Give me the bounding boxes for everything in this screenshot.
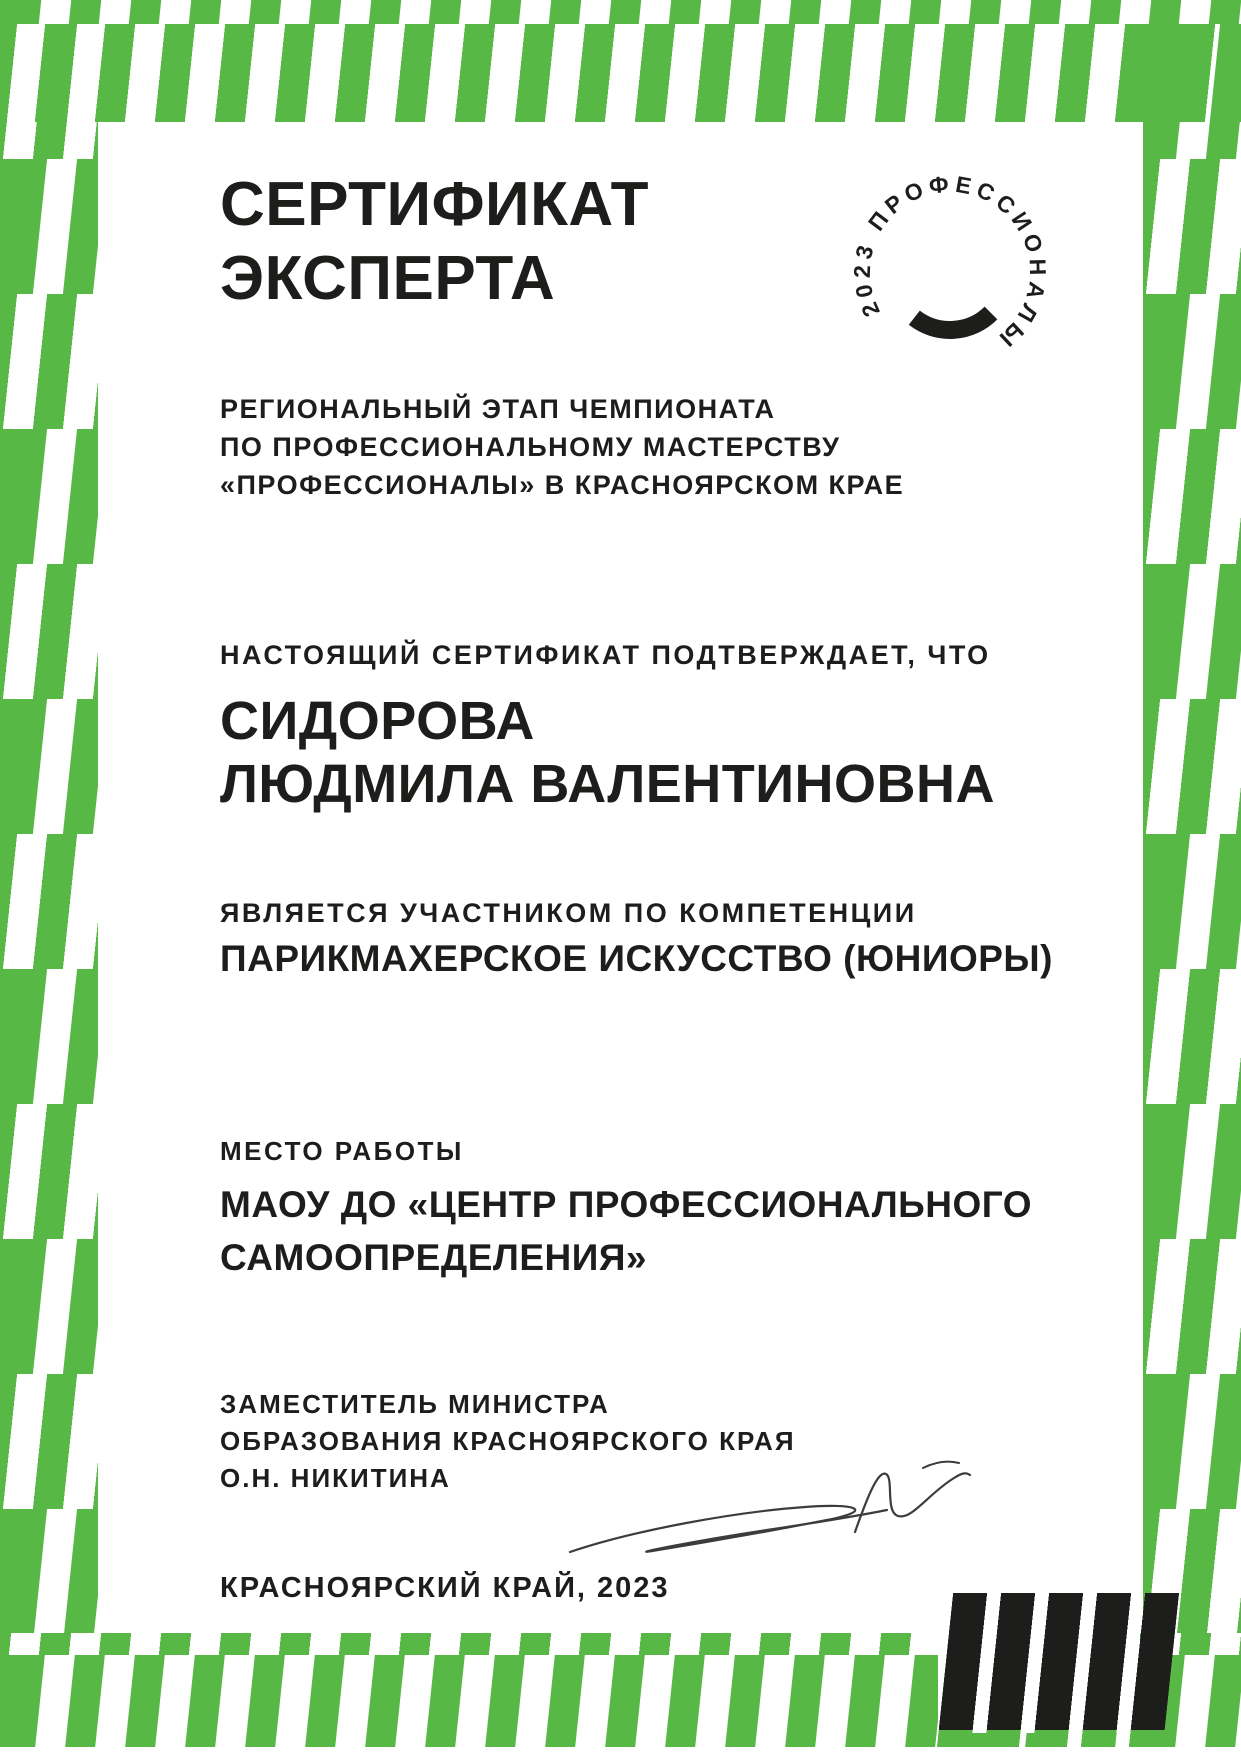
logo-arc [914, 313, 991, 330]
signatory-line: ОБРАЗОВАНИЯ КРАСНОЯРСКОГО КРАЯ [220, 1426, 796, 1456]
participant-label: ЯВЛЯЕТСЯ УЧАСТНИКОМ ПО КОМПЕТЕНЦИИ [220, 898, 917, 928]
workplace-name [220, 1178, 1032, 1284]
certificate-title [220, 168, 649, 316]
logo-circular-text: 2023 ПРОФЕССИОНАЛЫ [848, 170, 1052, 356]
recipient-name-patronymic: ЛЮДМИЛА ВАЛЕНТИНОВНА [220, 754, 996, 814]
competency-name: ПАРИКМАХЕРСКОЕ ИСКУССТВО (ЮНИОРЫ) [220, 938, 1053, 979]
green-stripe-tips [937, 1730, 1165, 1747]
workplace-label: МЕСТО РАБОТЫ [220, 1136, 464, 1166]
confirmation-label: НАСТОЯЩИЙ СЕРТИФИКАТ ПОДТВЕРЖДАЕТ, ЧТО [220, 640, 991, 670]
subtitle-line: РЕГИОНАЛЬНЫЙ ЭТАП ЧЕМПИОНАТА [220, 394, 776, 424]
border-left-pattern [0, 24, 98, 1633]
black-stripes [939, 1593, 1179, 1730]
title-line: СЕРТИФИКАТ [220, 170, 649, 239]
border-top-pattern [0, 0, 1241, 122]
border-right-pattern [1143, 24, 1241, 1633]
subtitle-line: ПО ПРОФЕССИОНАЛЬНОМУ МАСТЕРСТВУ [220, 432, 841, 462]
signatory-line: ЗАМЕСТИТЕЛЬ МИНИСТРА [220, 1389, 610, 1419]
recipient-name [220, 690, 995, 816]
subtitle-line: «ПРОФЕССИОНАЛЫ» В КРАСНОЯРСКОМ КРАЕ [220, 470, 905, 500]
corner-black-stripes [937, 1593, 1179, 1747]
signatory-line: О.Н. НИКИТИНА [220, 1463, 451, 1493]
workplace-line: МАОУ ДО «ЦЕНТР ПРОФЕССИОНАЛЬНОГО [220, 1184, 1033, 1225]
title-line: ЭКСПЕРТА [220, 244, 556, 313]
place-and-year: КРАСНОЯРСКИЙ КРАЙ, 2023 [220, 1572, 670, 1604]
workplace-line: САМООПРЕДЕЛЕНИЯ» [220, 1237, 648, 1278]
recipient-surname: СИДОРОВА [220, 691, 535, 751]
championship-subtitle [220, 390, 904, 504]
signature [555, 1450, 985, 1580]
logo-2023-professionaly [845, 160, 1055, 390]
